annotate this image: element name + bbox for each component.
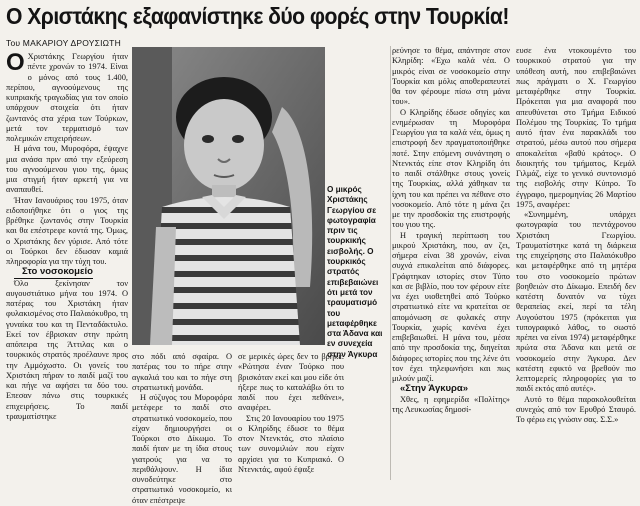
paragraph: Ο Κληρίδης έδωσε οδηγίες και ενημέρωσαν τη Μυροφόρα Γεωργίου για τα καλά νέα, όμως η επιστροφή δεν πραγματοποιήθηκε ποτέ. Στην επόμενη συνάντηση ο Ντενκτάς είπε στον Κληρίδη ότι το παιδί στάλθηκε στους γονείς της Τουρκίας, αλλά χάθηκαν τα ίχνη του και πρέπει να πέθανε στο νοσοκομείο. Από τότε η μάνα ζει με την προσδοκία της επιστροφής του γιου της.	[392, 107, 510, 230]
paragraph: Η μάνα του, Μυροφόρα, έψαχνε μια ανάσα πριν από την εξεύρεση του αγνοούμενου γιου της, όμως μια στιγμή ήταν αρκετή για να αναπαυθεί.	[6, 144, 128, 195]
subhead: «Στην Άγκυρα»	[400, 383, 469, 395]
column-4	[392, 46, 510, 480]
paragraph: Στις 20 Ιανουαρίου του 1975 ο Κληρίδης έδωσε το θέμα στον Ντενκτάς, στο πλαίσιο των συνομιλιών που είχαν αρχίσει για το Κυπριακό. Ο Ντενκτάς, αφού έψαξε	[238, 413, 344, 474]
paragraph: ευσε ένα ντοκουμέντο του τουρκικού στρατού για την υπόθεση αυτή, που επιβεβαιώνει πως πράγματι ο Χ. Γεωργίου μεταφέρθηκε στην Τουρκία. Πρόκειται για μια αναφορά που απευθύνεται στο Τμήμα Ειδικού Πολέμου της Τουρκίας. Το τμήμα αυτό ήταν ένα παρακλάδι του στρατού, μέσω αυτού που σήμερα αποκαλείται «βαθύ κράτος». Ο διοικητής του τμήματος, Κεμάλ Γιλμάζ, είχε το γενικό συντονισμό της εισβολής στην Κύπρο. Το έγγραφο, ημερομηνίας 26 Μαρτίου 1975, αναφέρει:	[516, 46, 636, 209]
paragraph: Η σύζυγος του Μυροφόρα μετέφερε το παιδί στο στρατιωτικό νοσοκομείο, που είχαν δημιουργήσει οι Τούρκοι στο Δίκωμο. Το παιδί ήταν με τη ίδια στους γιατρούς για να το περιθάλψουν. Η ίδια συνοδεύτηκε στο στρατιωτικό νοσοκομείο, κι όταν επέστρεψε	[132, 393, 232, 505]
paragraph: στο πόδι από σφαίρα. Ο πατέρας του το πήρε στην αγκαλιά του και το πήγε στη στρατιωτική μονάδα.	[132, 352, 232, 392]
byline: Του ΜΑΚΑΡΙΟΥ ΔΡΟΥΣΙΩΤΗ	[6, 38, 121, 48]
paragraph: Ήταν Ιανουάριος του 1975, όταν ειδοποιήθηκε ότι ο γιος της βρέθηκε ζωντανός στην Τουρκία και θα επέστρεφε κοντά της. Όμως, ο Χριστάκης δεν γύρισε. Από τότε οι Τούρκοι δεν έδωσαν καμιά πληροφορία για την τύχη του.	[6, 195, 128, 266]
boy-portrait-photo	[132, 47, 325, 345]
paragraph: ρεύνησε το θέμα, απάντησε στον Κληρίδη: «Έχω καλά νέα. Ο μικρός είναι σε νοσοκομείο στην Τουρκία και μόλις αποθεραπευτεί θα τον φέρουμε πίσω στη μάνα του».	[392, 46, 510, 107]
paragraph: Χθες, η εφημερίδα «Πολίτης» της Λευκωσίας δημοσί-	[392, 394, 510, 414]
column-2	[132, 352, 232, 505]
paragraph: σε μερικές ώρες δεν το βρήκε. «Ρώτησα έναν Τούρκο που βρισκόταν εκεί και μου είδε ότι ήξερε πως το καταλάβω ότι το παιδί που έχει πεθάνει», αναφέρει.	[238, 352, 344, 413]
paragraph: Όλο ξεκίνησαν τον αυγουστιάτικο μήνα του 1974. Ο πατέρας του Χριστάκη ήταν φυλακισμένος στο Παλαιόκυθρο, τη γυναίκα του και τη Πενταδάκτυλο. Εκεί τον έβρισκαν στην πρώτη απόπειρα της Άττιλας και ο τουρκικός στρατός προέλαυνε προς την Αμμόχωστο. Οι γονείς του Χριστάκη πήραν το παιδί μαζί του και πήγε να αφήσει τα δύο του. Επεσαν πάνω στις τουρκικές επιχειρήσεις. Το παιδί τραυματίστηκε	[6, 278, 128, 421]
subhead: Στο νοσοκομείο	[6, 267, 128, 278]
paragraph: Χριστάκης Γεωργίου ήταν πέντε χρονών το 1974. Είναι ο μόνος από τους 1.400, περίπου, αγνοούμενους της κυπριακής τραγωδίας για τον οποίο υπάρχουν στοιχεία ότι ήταν ζωντανός στα χέρια των Τούρκων, μετά τον τερματισμό των πολεμικών επιχειρήσεων.	[6, 52, 128, 143]
column-divider	[390, 46, 391, 480]
column-3	[238, 352, 344, 480]
drop-cap: Ο	[6, 49, 25, 76]
paragraph: «Συνημμένη, υπάρχει φωτογραφία του πεντάχρονου Χριστάκη Γεωργίου. Τραυματίστηκε κατά τη διάρκεια της επιχείρησης στο Παλαιόκυθρο και μεταφέρθηκε από τη μητέρα του στο νοσοκομείο πρώτων βοηθειών στο Δίκωμο. Επειδή δεν κατέστη δυνατόν να τύχει θεραπείας εκεί, περί τα τέλη Αυγούστου 1975 (πρόκειται για τυπογραφικό λάθος, το σωστό πρέπει να είναι 1974) μεταφέρθηκε πρώτα στα Άδανα και μετά σε νοσοκομείο στην Άγκυρα. Δεν κατέστη εφικτό να βρεθούν πιο λεπτομερείς πληροφορίες για το παιδί εκτός από αυτές».	[516, 210, 636, 394]
paragraph: Αυτό το θέμα παρακολουθείται συνεχώς από τον Ερυθρό Σταυρό. Το φέρω εις γνώσιν σας. Σ.Σ.»	[516, 394, 636, 424]
photo-caption: Ο μικρός Χριστάκης Γεωργίου σε φωτογραφία πριν τις τουρκικής εισβολής. Ο τουρκικός στρατός επιβεβαιώνει ότι μετά τον τραυματισμό του μεταφέρθηκε στα Άδανα και εν συνεχεία στην Άγκυρα	[327, 185, 383, 359]
headline: Ο Χριστάκης εξαφανίστηκε δύο φορές στην Τουρκία!	[6, 3, 509, 29]
paragraph: Η τραγική περίπτωση του μικρού Χριστάκη, που, αν ζει, σήμερα είναι 38 χρονών, είναι συχνά επικαλείται από διάφορες. Γράφτηκαν ιστορίες στον Τύπο και σε βιβλίο, που τον φέρουν είτε να έχει υιοθετηθεί από Τούρκο στρατιωτικό είτε να κρατείται σε απομόνωση σε φυλακές στην Τουρκία, χωρίς κανένα έχει επιβεβαιωθεί. Η μάνα του, μέσα από την προσδοκία της, διηγείται διάφορες ιστορίες που της λένε ότι τον έχει τηλεφωνήσει και πως μιλούν μαζί.	[392, 230, 510, 383]
column-1	[6, 49, 128, 480]
photo-illustration	[132, 47, 325, 345]
column-5	[516, 46, 636, 480]
